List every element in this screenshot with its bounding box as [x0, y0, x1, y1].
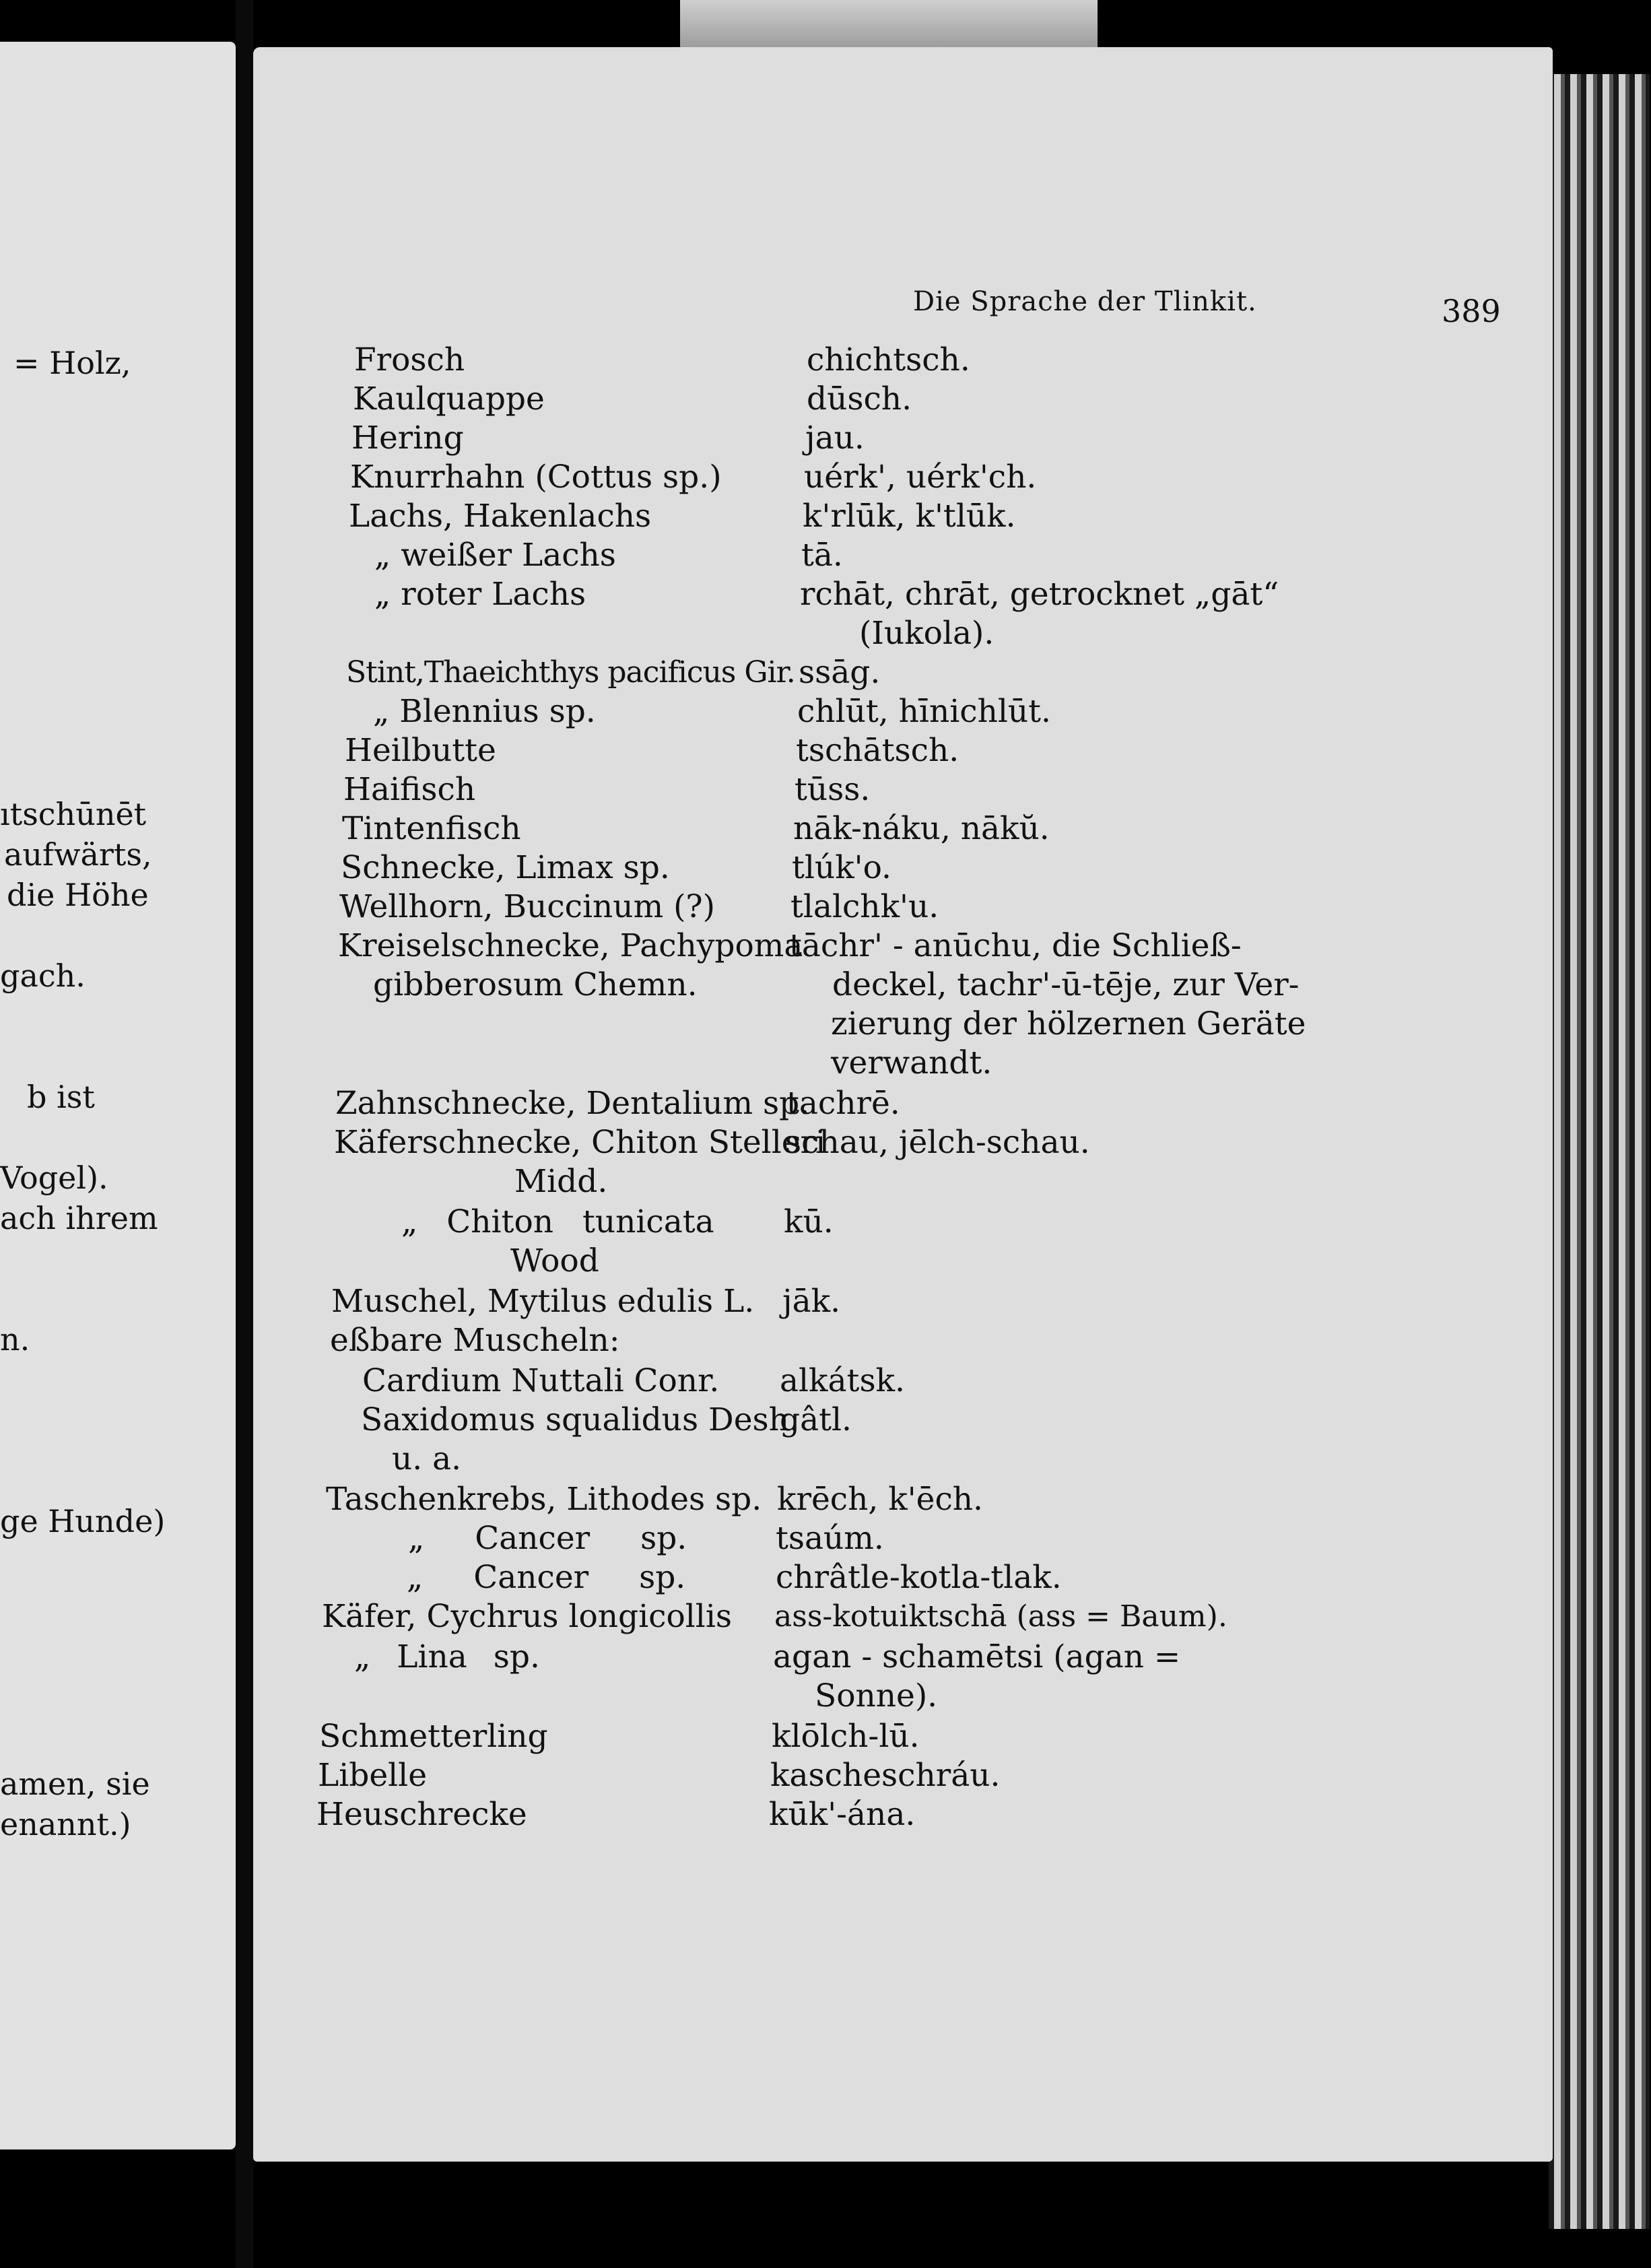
tlinkit-word: tā.: [801, 537, 843, 574]
tlinkit-word: gâtl.: [780, 1401, 852, 1438]
book-page: [253, 47, 1553, 2162]
german-term: Kaulquappe: [353, 380, 545, 418]
tlinkit-word: chrâtle-kotla-tlak.: [776, 1559, 1062, 1596]
page-edges: [1549, 74, 1650, 2229]
german-term: Zahnschnecke, Dentalium sp.: [335, 1085, 810, 1122]
tlinkit-word: tlalchk'u.: [790, 888, 939, 925]
german-term: Midd.: [514, 1163, 608, 1200]
german-term: Lachs, Hakenlachs: [349, 498, 652, 535]
german-term: „ roter Lachs: [374, 576, 586, 613]
tlinkit-word: tūss.: [795, 771, 871, 808]
tlinkit-word: tāchr' - anūchu, die Schließ-: [789, 927, 1242, 964]
left-text-fragment: ge Hunde): [0, 1503, 166, 1539]
tlinkit-word: (Iukola).: [859, 615, 995, 652]
left-text-fragment: = Holz,: [13, 345, 131, 381]
german-term: eßbare Muscheln:: [330, 1322, 620, 1359]
tlinkit-word: chlūt, hīnichlūt.: [797, 693, 1051, 730]
german-term: Wellhorn, Buccinum (?): [339, 888, 715, 925]
tlinkit-word: agan - schamētsi (agan =: [773, 1638, 1181, 1675]
german-term: Stint,Thaeichthys pacificus Gir.: [346, 655, 795, 690]
german-term: „ weißer Lachs: [374, 537, 616, 574]
german-term: „ Blennius sp.: [373, 693, 596, 730]
tlinkit-word: nāk-náku, nākŭ.: [793, 810, 1050, 847]
left-page: [0, 42, 236, 2149]
left-text-fragment: b ist: [27, 1079, 95, 1115]
tlinkit-word: dūsch.: [807, 380, 912, 418]
left-text-fragment: n.: [0, 1321, 30, 1358]
german-term: Haifisch: [343, 771, 476, 808]
tlinkit-word: rchāt, chrāt, getrocknet „gāt“: [800, 576, 1279, 613]
german-term: Hering: [351, 420, 464, 457]
german-term: Knurrhahn (Cottus sp.): [350, 459, 722, 496]
tlinkit-word: k'rlūk, k'tlūk.: [803, 498, 1016, 535]
tlinkit-word: uérk', uérk'ch.: [804, 459, 1037, 496]
tlinkit-word: jāk.: [782, 1283, 841, 1320]
left-text-fragment: enannt.): [0, 1806, 131, 1842]
left-text-fragment: aufwärts,: [4, 836, 152, 873]
german-term: Wood: [510, 1242, 599, 1279]
german-term: „ Cancer sp.: [407, 1559, 686, 1596]
german-term: gibberosum Chemn.: [373, 966, 698, 1003]
page-number: 389: [1442, 293, 1501, 329]
german-term: Schnecke, Limax sp.: [341, 849, 670, 886]
german-term: Käferschnecke, Chiton Stelleri: [334, 1124, 826, 1161]
tlinkit-word: deckel, tachr'-ū-tēje, zur Ver-: [832, 966, 1300, 1003]
german-term: Kreiselschnecke, Pachypoma: [338, 927, 803, 964]
german-term: Käfer, Cychrus longicollis: [322, 1598, 732, 1635]
left-text-fragment: gach.: [0, 958, 86, 994]
paper-slip: [680, 0, 1098, 50]
tlinkit-word: tschātsch.: [796, 732, 959, 769]
left-text-fragment: ıtschūnēt: [0, 796, 147, 832]
tlinkit-word: kascheschráu.: [770, 1757, 1001, 1794]
tlinkit-word: tachrē.: [786, 1085, 900, 1122]
left-text-fragment: Vogel).: [0, 1160, 108, 1196]
german-term: Frosch: [354, 341, 465, 378]
left-text-fragment: die Höhe: [7, 877, 149, 913]
german-term: Cardium Nuttali Conr.: [362, 1362, 720, 1399]
german-term: „ Lina sp.: [354, 1638, 540, 1675]
german-term: Libelle: [318, 1757, 428, 1794]
german-term: Taschenkrebs, Lithodes sp.: [326, 1481, 762, 1518]
tlinkit-word: klōlch-lū.: [772, 1718, 920, 1755]
tlinkit-word: kū.: [784, 1203, 834, 1240]
tlinkit-word: tlúk'o.: [792, 849, 891, 886]
left-text-fragment: amen, sie: [0, 1766, 150, 1802]
tlinkit-word: ssāg.: [799, 654, 881, 691]
left-text-fragment: ach ihrem: [0, 1200, 158, 1236]
tlinkit-word: ass-kotuiktschā (ass = Baum).: [774, 1599, 1227, 1634]
tlinkit-word: Sonne).: [815, 1677, 938, 1714]
tlinkit-word: krēch, k'ēch.: [777, 1481, 983, 1518]
german-term: Tintenfisch: [342, 810, 521, 847]
german-term: „ Chiton tunicata: [401, 1203, 714, 1240]
running-header: Die Sprache der Tlinkit.: [913, 286, 1257, 317]
tlinkit-word: chichtsch.: [807, 341, 970, 378]
german-term: Heilbutte: [345, 732, 496, 769]
german-term: Muschel, Mytilus edulis L.: [331, 1283, 755, 1320]
german-term: „ Cancer sp.: [408, 1520, 687, 1557]
tlinkit-word: verwandt.: [831, 1044, 992, 1081]
tlinkit-word: schau, jēlch-schau.: [785, 1124, 1090, 1161]
german-term: Schmetterling: [319, 1718, 548, 1755]
german-term: Heuschrecke: [316, 1796, 527, 1833]
german-term: u. a.: [392, 1440, 462, 1477]
tlinkit-word: tsaúm.: [776, 1520, 884, 1557]
tlinkit-word: kūk'-ána.: [769, 1796, 916, 1833]
tlinkit-word: zierung der hölzernen Geräte: [831, 1005, 1306, 1042]
book-gutter: [236, 0, 253, 2268]
tlinkit-word: alkátsk.: [780, 1362, 905, 1399]
german-term: Saxidomus squalidus Desh.: [361, 1401, 799, 1438]
tlinkit-word: jau.: [805, 420, 865, 457]
